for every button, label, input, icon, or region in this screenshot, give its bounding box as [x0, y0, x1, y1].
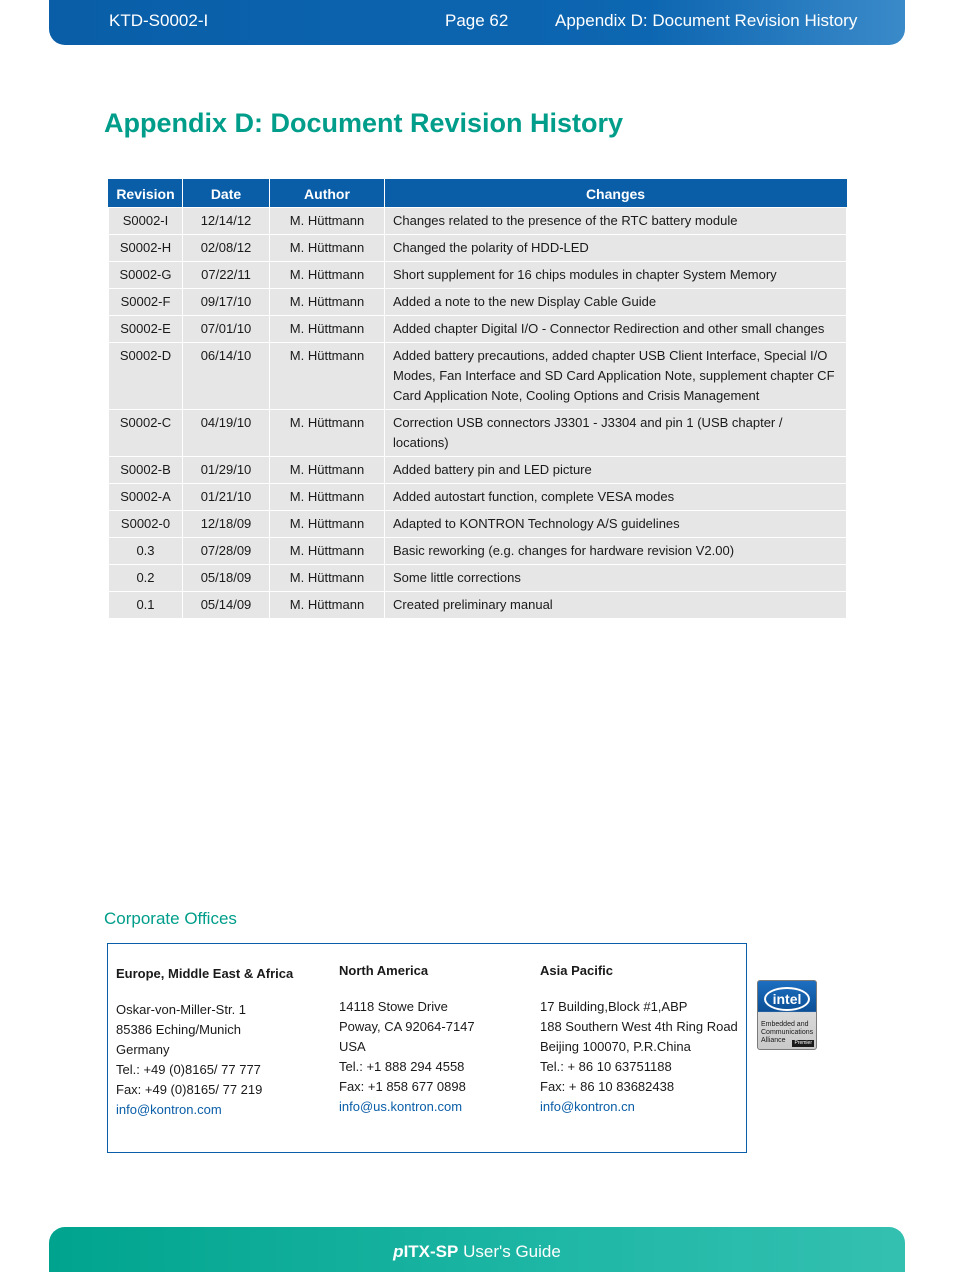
table-row — [109, 316, 847, 343]
cell-changes: Changes related to the presence of the RTC battery module — [385, 208, 847, 235]
column-header-date: Date — [183, 180, 270, 208]
cell-date: 09/17/10 — [183, 289, 270, 316]
cell-revision: 0.3 — [109, 538, 183, 565]
office-region-name: Europe, Middle East & Africa — [116, 966, 294, 981]
intel-alliance-badge-icon — [757, 980, 817, 1050]
column-header-revision: Revision — [109, 180, 183, 208]
cell-changes: Short supplement for 16 chips modules in chapter System Memory — [385, 262, 847, 289]
cell-date: 07/28/09 — [183, 538, 270, 565]
cell-date: 06/14/10 — [183, 343, 270, 410]
cell-revision: S0002-G — [109, 262, 183, 289]
office-emea — [116, 964, 293, 1120]
email-link[interactable]: info@kontron.cn — [540, 1099, 635, 1114]
page-header — [49, 0, 905, 45]
email-link[interactable]: info@kontron.com — [116, 1102, 222, 1117]
cell-date: 04/19/10 — [183, 410, 270, 457]
cell-date: 07/22/11 — [183, 262, 270, 289]
address-line: Oskar-von-Miller-Str. 1 — [116, 1002, 247, 1017]
cell-revision: S0002-C — [109, 410, 183, 457]
address-line: USA — [339, 1039, 366, 1054]
cell-author: M. Hüttmann — [270, 511, 385, 538]
cell-revision: S0002-B — [109, 457, 183, 484]
cell-changes: Created preliminary manual — [385, 592, 847, 619]
table-row — [109, 289, 847, 316]
page-footer — [49, 1227, 905, 1272]
phone-line: Tel.: +49 (0)8165/ 77 777 — [116, 1062, 261, 1077]
email-link[interactable]: info@us.kontron.com — [339, 1099, 463, 1114]
cell-changes: Added autostart function, complete VESA modes — [385, 484, 847, 511]
cell-revision: S0002-I — [109, 208, 183, 235]
footer-product-name — [393, 1242, 458, 1261]
cell-revision: S0002-A — [109, 484, 183, 511]
cell-author: M. Hüttmann — [270, 343, 385, 410]
fax-line: Fax: +1 858 677 0898 — [339, 1079, 466, 1094]
corporate-offices-heading: Corporate Offices — [104, 909, 237, 928]
phone-line: Tel.: +1 888 294 4558 — [339, 1059, 465, 1074]
office-region-name: Asia Pacific — [540, 963, 613, 978]
revision-table — [108, 179, 847, 619]
corporate-offices-box — [107, 943, 747, 1153]
cell-author: M. Hüttmann — [270, 484, 385, 511]
cell-date: 02/08/12 — [183, 235, 270, 262]
cell-author: M. Hüttmann — [270, 316, 385, 343]
address-line: Beijing 100070, P.R.China — [540, 1039, 691, 1054]
address-line: 188 Southern West 4th Ring Road — [540, 1019, 738, 1034]
cell-changes: Added battery precautions, added chapter USB Client Interface, Special I/O Modes, Fan Interface and SD Card Application Note, supplement chapter CF Card Application Note, Cooling Options and Crisis Management — [385, 343, 847, 410]
cell-author: M. Hüttmann — [270, 457, 385, 484]
cell-date: 05/18/09 — [183, 565, 270, 592]
address-line: Poway, CA 92064-7147 — [339, 1019, 475, 1034]
page-title: Appendix D: Document Revision History — [104, 108, 624, 138]
cell-revision: 0.2 — [109, 565, 183, 592]
cell-date: 05/14/09 — [183, 592, 270, 619]
table-row — [109, 538, 847, 565]
cell-author: M. Hüttmann — [270, 289, 385, 316]
footer-guide-label: User's Guide — [458, 1242, 561, 1261]
intel-logo: intel — [764, 987, 810, 1011]
cell-changes: Added a note to the new Display Cable Guide — [385, 289, 847, 316]
table-row — [109, 484, 847, 511]
phone-line: Tel.: + 86 10 63751188 — [540, 1059, 672, 1074]
fax-line: Fax: +49 (0)8165/ 77 219 — [116, 1082, 263, 1097]
office-asia-pacific — [540, 961, 738, 1117]
header-page-number: Page 62 — [445, 11, 509, 30]
cell-revision: S0002-0 — [109, 511, 183, 538]
cell-changes: Added battery pin and LED picture — [385, 457, 847, 484]
cell-revision: 0.1 — [109, 592, 183, 619]
address-line: 85386 Eching/Munich — [116, 1022, 242, 1037]
column-header-author: Author — [270, 180, 385, 208]
cell-revision: S0002-H — [109, 235, 183, 262]
cell-author: M. Hüttmann — [270, 538, 385, 565]
cell-author: M. Hüttmann — [270, 208, 385, 235]
cell-changes: Adapted to KONTRON Technology A/S guidelines — [385, 511, 847, 538]
badge-tier: Premier — [794, 1040, 812, 1046]
badge-caption-line: Alliance — [761, 1037, 786, 1044]
cell-author: M. Hüttmann — [270, 565, 385, 592]
header-doc-id: KTD-S0002-I — [109, 11, 209, 30]
cell-date: 07/01/10 — [183, 316, 270, 343]
fax-line: Fax: + 86 10 83682438 — [540, 1079, 675, 1094]
cell-date: 12/18/09 — [183, 511, 270, 538]
cell-author: M. Hüttmann — [270, 262, 385, 289]
cell-revision: S0002-F — [109, 289, 183, 316]
table-row — [109, 235, 847, 262]
table-row — [109, 511, 847, 538]
cell-changes: Changed the polarity of HDD-LED — [385, 235, 847, 262]
cell-changes: Some little corrections — [385, 565, 847, 592]
table-row — [109, 565, 847, 592]
office-region-name: North America — [339, 963, 429, 978]
cell-changes: Correction USB connectors J3301 - J3304 and pin 1 (USB chapter / locations) — [385, 410, 847, 457]
header-section-title: Appendix D: Document Revision History — [555, 11, 858, 30]
table-row — [109, 410, 847, 457]
cell-date: 01/21/10 — [183, 484, 270, 511]
cell-author: M. Hüttmann — [270, 410, 385, 457]
column-header-changes: Changes — [385, 180, 847, 208]
cell-author: M. Hüttmann — [270, 235, 385, 262]
address-line: Germany — [116, 1042, 170, 1057]
table-row — [109, 343, 847, 410]
cell-date: 01/29/10 — [183, 457, 270, 484]
cell-date: 12/14/12 — [183, 208, 270, 235]
cell-revision: S0002-E — [109, 316, 183, 343]
table-row — [109, 262, 847, 289]
table-row — [109, 457, 847, 484]
badge-caption-line: Communications — [761, 1029, 814, 1036]
footer-product-core: ITX-SP — [403, 1242, 459, 1261]
address-line: 14118 Stowe Drive — [339, 999, 448, 1014]
address-line: 17 Building,Block #1,ABP — [540, 999, 688, 1014]
table-header-row — [109, 180, 847, 208]
office-north-america — [339, 961, 475, 1117]
footer-product-prefix: p — [393, 1242, 404, 1261]
cell-revision: S0002-D — [109, 343, 183, 410]
badge-caption-line: Embedded and — [761, 1021, 809, 1028]
cell-changes: Added chapter Digital I/O - Connector Redirection and other small changes — [385, 316, 847, 343]
table-row — [109, 592, 847, 619]
table-row — [109, 208, 847, 235]
cell-author: M. Hüttmann — [270, 592, 385, 619]
cell-changes: Basic reworking (e.g. changes for hardware revision V2.00) — [385, 538, 847, 565]
